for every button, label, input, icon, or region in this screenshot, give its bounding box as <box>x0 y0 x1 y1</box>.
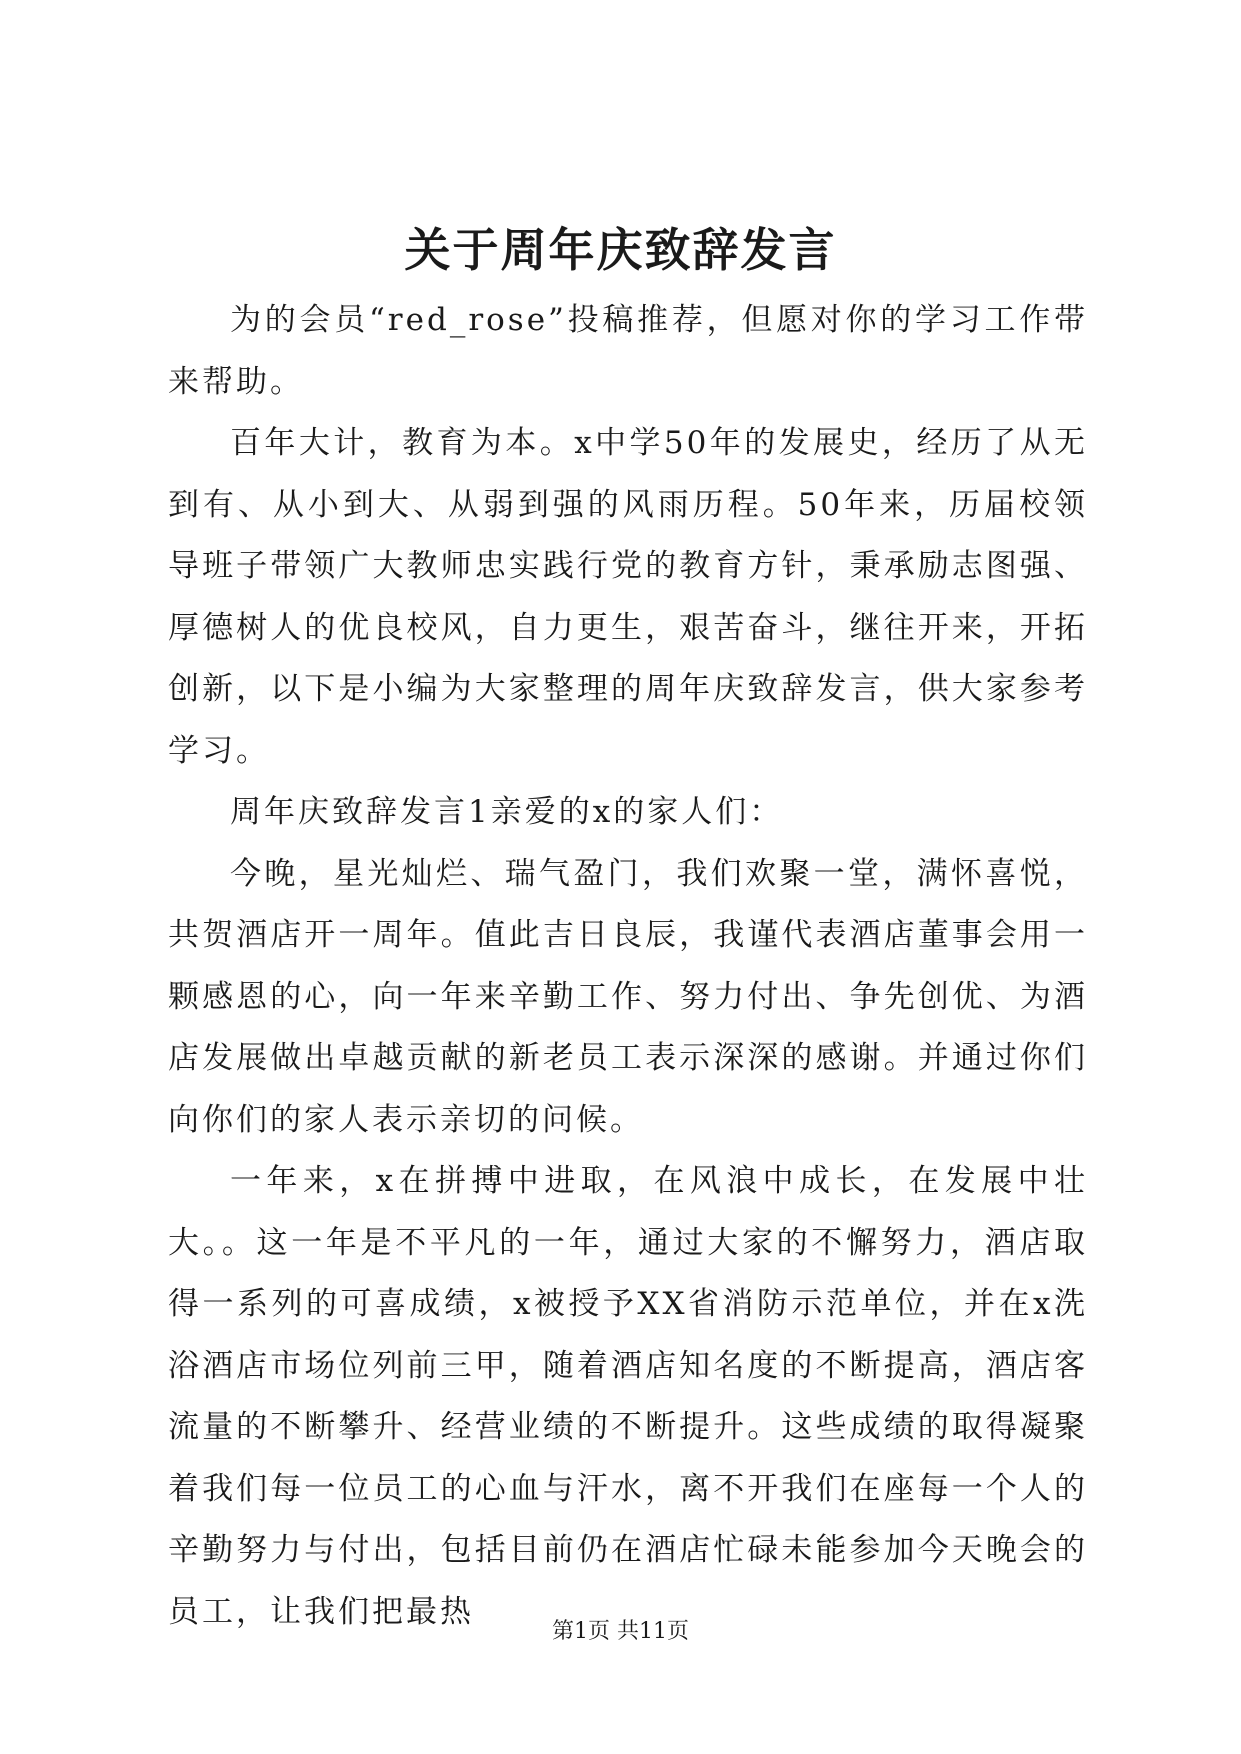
document-body <box>168 290 1088 1643</box>
paragraph-1: 为的会员“red_rose”投稿推荐，但愿对你的学习工作带来帮助。 <box>168 302 1088 400</box>
page-title: 关于周年庆致辞发言 <box>404 223 837 277</box>
page-number-footer: 第1页 共11页 <box>552 1619 689 1644</box>
paragraph-3: 周年庆致辞发言1亲爱的x的家人们： <box>230 794 784 830</box>
paragraph-5: 一年来，x在拼搏中进取，在风浪中成长，在发展中壮大。。这一年是不平凡的一年，通过大家的不懈努力，酒店取得一系列的可喜成绩，x被授予XX省消防示范单位，并在x洗浴酒店市场位列前三甲，随着酒店知名度的不断提高，酒店客流量的不断攀升、经营业绩的不断提升。这些成绩的取得凝聚着我们每一位员工的心血与汗水，离不开我们在座每一个人的辛勤努力与付出，包括目前仍在酒店忙碌未能参加今天晚会的员工，让我们把最热 <box>168 1163 1088 1630</box>
paragraph-2: 百年大计，教育为本。x中学50年的发展史，经历了从无到有、从小到大、从弱到强的风雨历程。50年来，历届校领导班子带领广大教师忠实践行党的教育方针，秉承励志图强、厚德树人的优良校风，自力更生，艰苦奋斗，继往开来，开拓创新，以下是小编为大家整理的周年庆致辞发言，供大家参考学习。 <box>168 425 1088 769</box>
paragraph-4: 今晚，星光灿烂、瑞气盈门，我们欢聚一堂，满怀喜悦，共贺酒店开一周年。值此吉日良辰，我谨代表酒店董事会用一颗感恩的心，向一年来辛勤工作、努力付出、争先创优、为酒店发展做出卓越贡献的新老员工表示深深的感谢。并通过你们向你们的家人表示亲切的问候。 <box>168 855 1088 1138</box>
